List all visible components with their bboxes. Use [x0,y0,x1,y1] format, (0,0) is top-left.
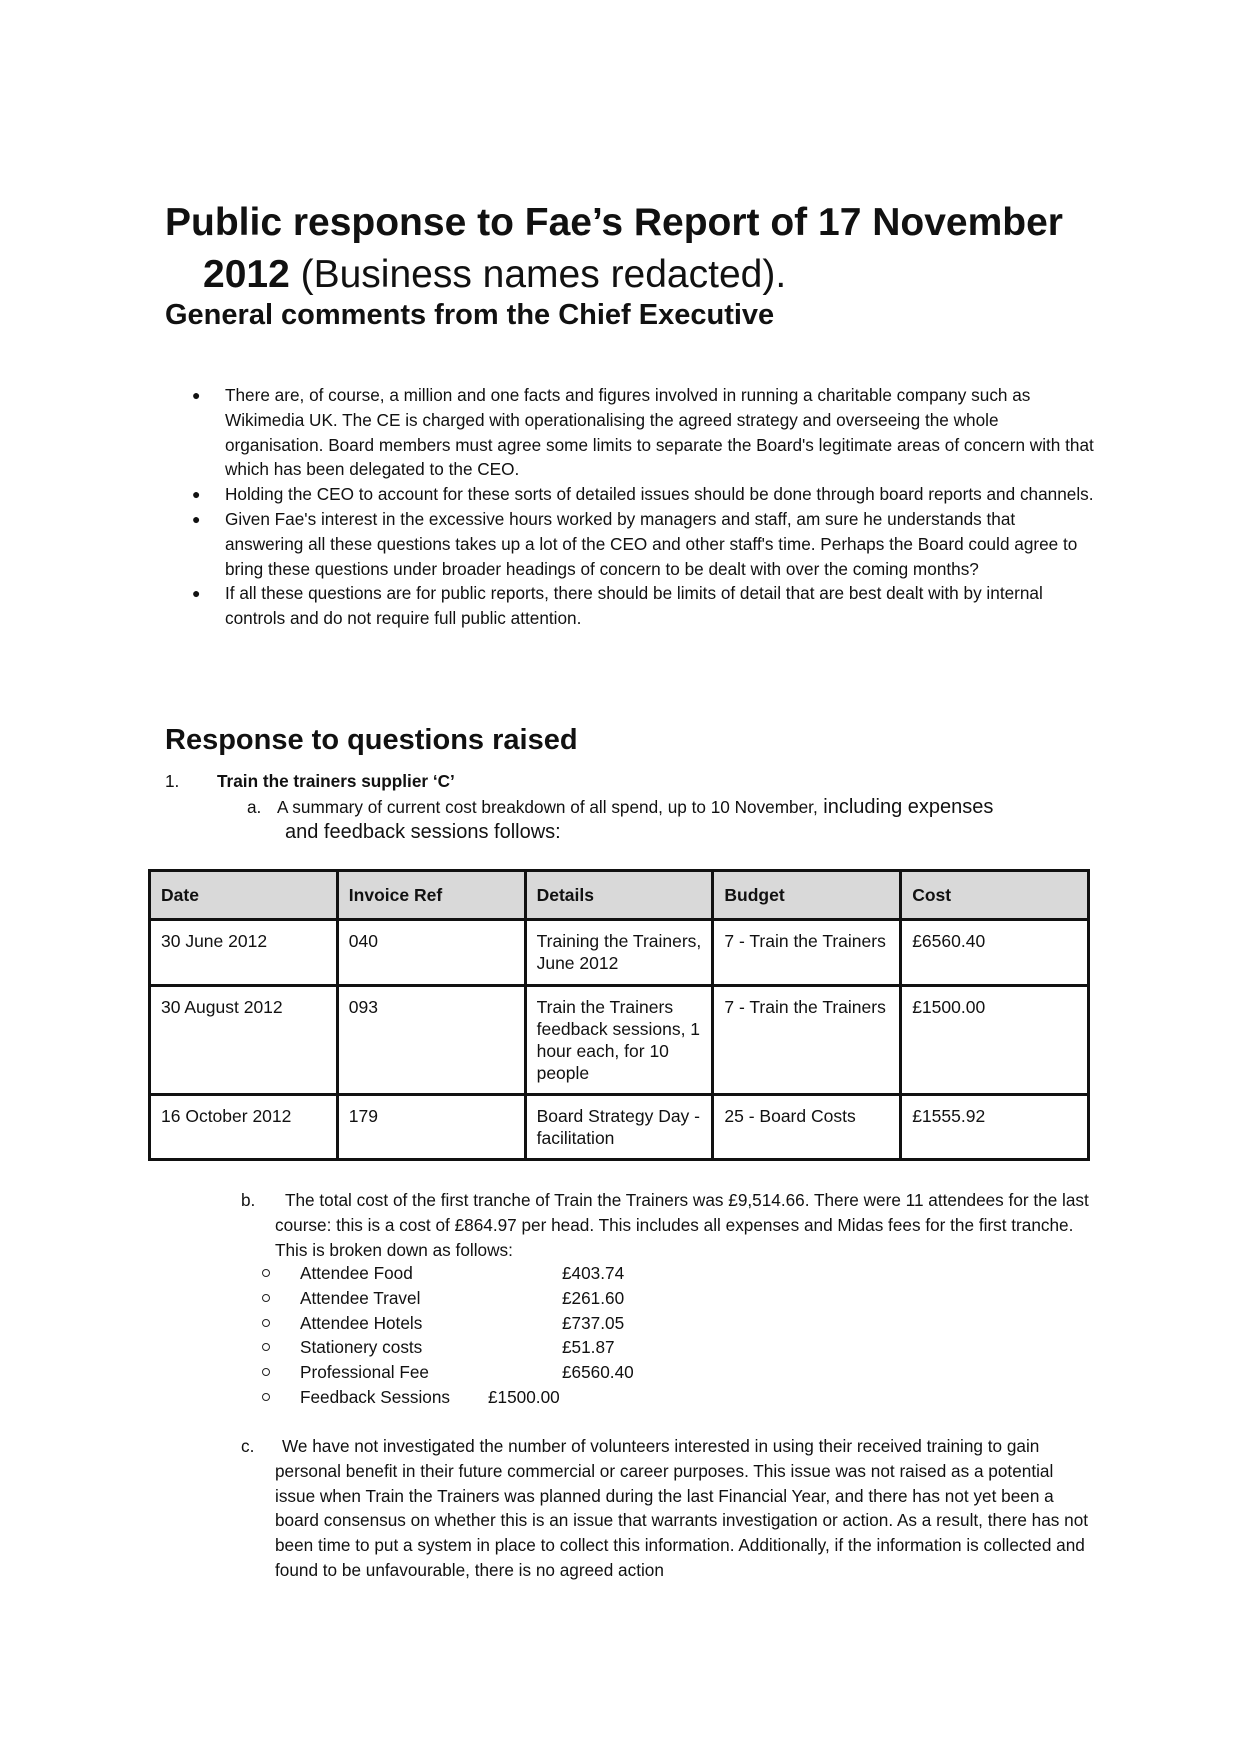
cell-budget: 7 - Train the Trainers [713,920,901,986]
list-item [165,383,1095,482]
bullet-icon: ● [192,585,201,602]
breakdown-label: Attendee Food [300,1263,413,1283]
list-item [262,1360,634,1385]
breakdown-value: £51.87 [562,1337,615,1358]
cell-date: 16 October 2012 [150,1095,338,1160]
bullet-text: If all these questions are for public reports, there should be limits of detail that are best dealt with by internal controls and do not require full public attention. [225,583,1043,629]
list-item [262,1261,634,1286]
header-invoice-ref: Invoice Ref [337,871,525,920]
cell-invoice-ref: 040 [337,920,525,986]
list-item [262,1385,634,1410]
cell-invoice-ref: 179 [337,1095,525,1160]
hollow-bullet-icon [262,1294,270,1302]
header-date: Date [150,871,338,920]
bullet-text: Holding the CEO to account for these sorts of detailed issues should be done through board reports and channels. [225,484,1094,505]
list-item [262,1286,634,1311]
breakdown-label: Attendee Travel [300,1287,421,1308]
title-line-2 [165,249,1105,301]
general-comments-list [165,383,1095,631]
question-number: 1. [165,771,180,791]
item-c-text: We have not investigated the number of volunteers interested in using their received training to gain personal benefit in their future commercial or career purposes. This issue was not raised as a potential issue when Train the Trainers was planned during the last Financial Year, and there has not yet been a board consensus on whether this is an issue that warrants investigation or action. As a result, there has not been time to put a system in place to collect this information. Additionally, if the information is collected and found to be unfavourable, there is no agreed action [275,1436,1089,1580]
cell-date: 30 August 2012 [150,986,338,1095]
breakdown-value: £737.05 [562,1312,625,1333]
cell-details: Train the Trainers feedback sessions, 1 hour each, for 10 people [525,986,713,1095]
item-b-marker: b. [241,1190,256,1210]
document-title [165,197,1105,301]
breakdown-value: £6560.40 [562,1362,634,1383]
hollow-bullet-icon [262,1393,270,1401]
question-1-heading [165,769,455,793]
list-item [165,581,1095,631]
title-normal-part: (Business names redacted). [289,253,787,296]
hollow-bullet-icon [262,1368,270,1376]
item-a-text-large-2: and feedback sessions follows: [285,820,561,843]
cell-cost: £1500.00 [901,986,1089,1095]
list-item [165,507,1095,581]
question-label: Train the trainers supplier ‘C’ [217,771,455,791]
item-a-text-large-1: including expenses [817,796,994,818]
cell-invoice-ref: 093 [337,986,525,1095]
table-row [150,920,1089,986]
breakdown-value: £1500.00 [488,1386,560,1407]
table-header-row [150,871,1089,920]
section-heading-response: Response to questions raised [165,724,578,756]
title-year: 2012 [203,253,290,296]
header-details: Details [525,871,713,920]
hollow-bullet-icon [262,1269,270,1277]
breakdown-label: Feedback Sessions [300,1386,450,1407]
section-heading-general-comments: General comments from the Chief Executive [165,299,775,331]
cell-cost: £6560.40 [901,920,1089,986]
bullet-icon: ● [192,387,201,403]
breakdown-label: Professional Fee [300,1362,429,1383]
header-budget: Budget [713,871,901,920]
list-item [262,1311,634,1336]
bullet-text: Given Fae's interest in the excessive hours worked by managers and staff, am sure he understands that answering all these questions takes up a lot of the CEO and other staff's time. Perhaps the Board could agree to bring these questions under broader headings of concern to be dealt with over the coming months? [225,508,1078,579]
list-item [262,1335,634,1360]
title-bold-part: Public response to Fae’s Report of 17 November [165,201,1063,244]
item-a-paragraph [247,795,1077,845]
breakdown-label: Stationery costs [300,1337,423,1358]
cost-breakdown-table [148,869,1090,1161]
cell-details: Board Strategy Day - facilitation [525,1095,713,1160]
cell-details: Training the Trainers, June 2012 [525,920,713,986]
item-c-marker: c. [241,1436,255,1456]
item-b-paragraph [241,1188,1090,1262]
cell-budget: 7 - Train the Trainers [713,986,901,1095]
bullet-icon: ● [192,510,201,527]
tranche-breakdown-list [262,1261,634,1410]
breakdown-value: £261.60 [562,1287,625,1308]
cell-budget: 25 - Board Costs [713,1095,901,1160]
breakdown-value: £403.74 [562,1263,625,1283]
header-cost: Cost [901,871,1089,920]
bullet-icon: ● [192,486,201,503]
hollow-bullet-icon [262,1343,270,1351]
item-a-text-small: A summary of current cost breakdown of all spend, up to 10 November, [277,797,818,817]
bullet-text: There are, of course, a million and one facts and figures involved in running a charitable company such as Wikimedia UK. The CE is charged with operationalising the agreed strategy and overseeing the whole organisation. Board members must agree some limits to separate the Board's legitimate areas of concern with that which has been delegated to the CEO. [225,385,1094,480]
table-row [150,1095,1089,1160]
item-c-paragraph [241,1434,1095,1583]
cell-date: 30 June 2012 [150,920,338,986]
cell-cost: £1555.92 [901,1095,1089,1160]
breakdown-label: Attendee Hotels [300,1312,423,1333]
hollow-bullet-icon [262,1319,270,1327]
table-row [150,986,1089,1095]
item-b-text: The total cost of the first tranche of Train the Trainers was £9,514.66. There were 11 attendees for the last course: this is a cost of £864.97 per head. This includes all expenses and Midas fees for the first tranche. This is broken down as follows: [275,1190,1089,1260]
item-a-marker: a. [247,797,262,817]
list-item [165,482,1095,507]
